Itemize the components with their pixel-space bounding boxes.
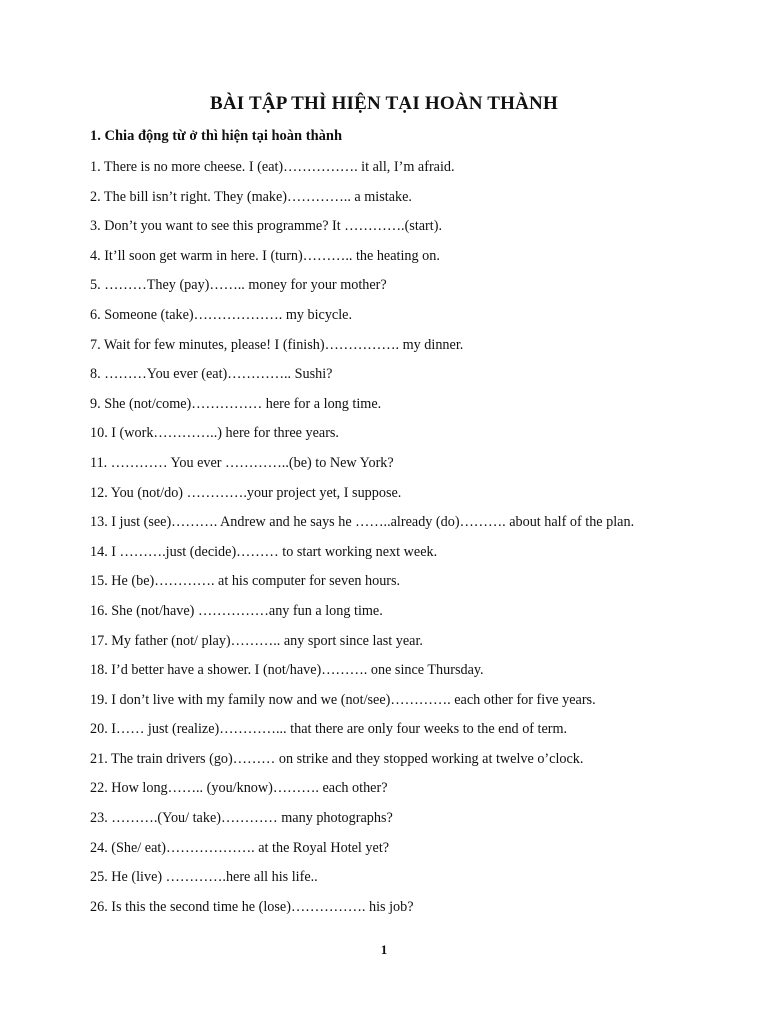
exercise-item: 19. I don’t live with my family now and we (not/see)…………. each other for five years.	[90, 691, 596, 708]
exercise-item: 2. The bill isn’t right. They (make)………….. a mistake.	[90, 188, 412, 205]
exercise-item: 5. ………They (pay)…….. money for your mother?	[90, 277, 387, 294]
exercise-item: 16. She (not/have) ……………any fun a long time.	[90, 602, 383, 619]
exercise-item: 10. I (work…………..) here for three years.	[90, 425, 339, 442]
exercise-item: 13. I just (see)………. Andrew and he says he ……..already (do)………. about half of the plan.	[90, 514, 635, 531]
exercise-item: 21. The train drivers (go)……… on strike and they stopped working at twelve o’clock.	[90, 750, 584, 767]
exercise-item: 9. She (not/come)…………… here for a long time.	[90, 395, 382, 412]
exercise-item: 23. ……….(You/ take)………… many photographs?	[90, 810, 393, 827]
exercise-item: 17. My father (not/ play)……….. any sport since last year.	[90, 632, 423, 649]
exercise-item: 3. Don’t you want to see this programme? It ………….(start).	[90, 218, 442, 235]
exercise-item: 8. ………You ever (eat)………….. Sushi?	[90, 366, 333, 383]
exercise-item: 25. He (live) ………….here all his life..	[90, 869, 318, 886]
exercise-item: 4. It’ll soon get warm in here. I (turn)……….. the heating on.	[90, 247, 440, 264]
exercise-item: 7. Wait for few minutes, please! I (finish)……………. my dinner.	[90, 336, 464, 353]
page-number: 1	[380, 942, 388, 957]
exercise-item: 12. You (not/do) ………….your project yet, I suppose.	[90, 484, 402, 501]
exercise-item: 22. How long…….. (you/know)………. each other?	[90, 780, 388, 797]
page-title: BÀI TẬP THÌ HIỆN TẠI HOÀN THÀNH	[210, 93, 558, 114]
exercise-item: 15. He (be)…………. at his computer for seven hours.	[90, 573, 401, 590]
exercise-item: 14. I ……….just (decide)……… to start working next week.	[90, 543, 438, 560]
exercise-item: 1. There is no more cheese. I (eat)……………. it all, I’m afraid.	[90, 159, 455, 175]
section-heading: 1. Chia động từ ở thì hiện tại hoàn thành	[90, 128, 343, 144]
exercise-item: 24. (She/ eat)………………. at the Royal Hotel yet?	[90, 839, 390, 856]
exercise-item: 26. Is this the second time he (lose)……………. his job?	[90, 898, 414, 915]
exercise-item: 11. ………… You ever …………..(be) to New York?	[90, 454, 394, 471]
exercise-list	[90, 157, 750, 926]
exercise-item: 20. I…… just (realize)…………... that there are only four weeks to the end of term.	[90, 721, 568, 738]
exercise-item: 18. I’d better have a shower. I (not/have)………. one since Thursday.	[90, 662, 484, 679]
exercise-item: 6. Someone (take)………………. my bicycle.	[90, 306, 353, 323]
